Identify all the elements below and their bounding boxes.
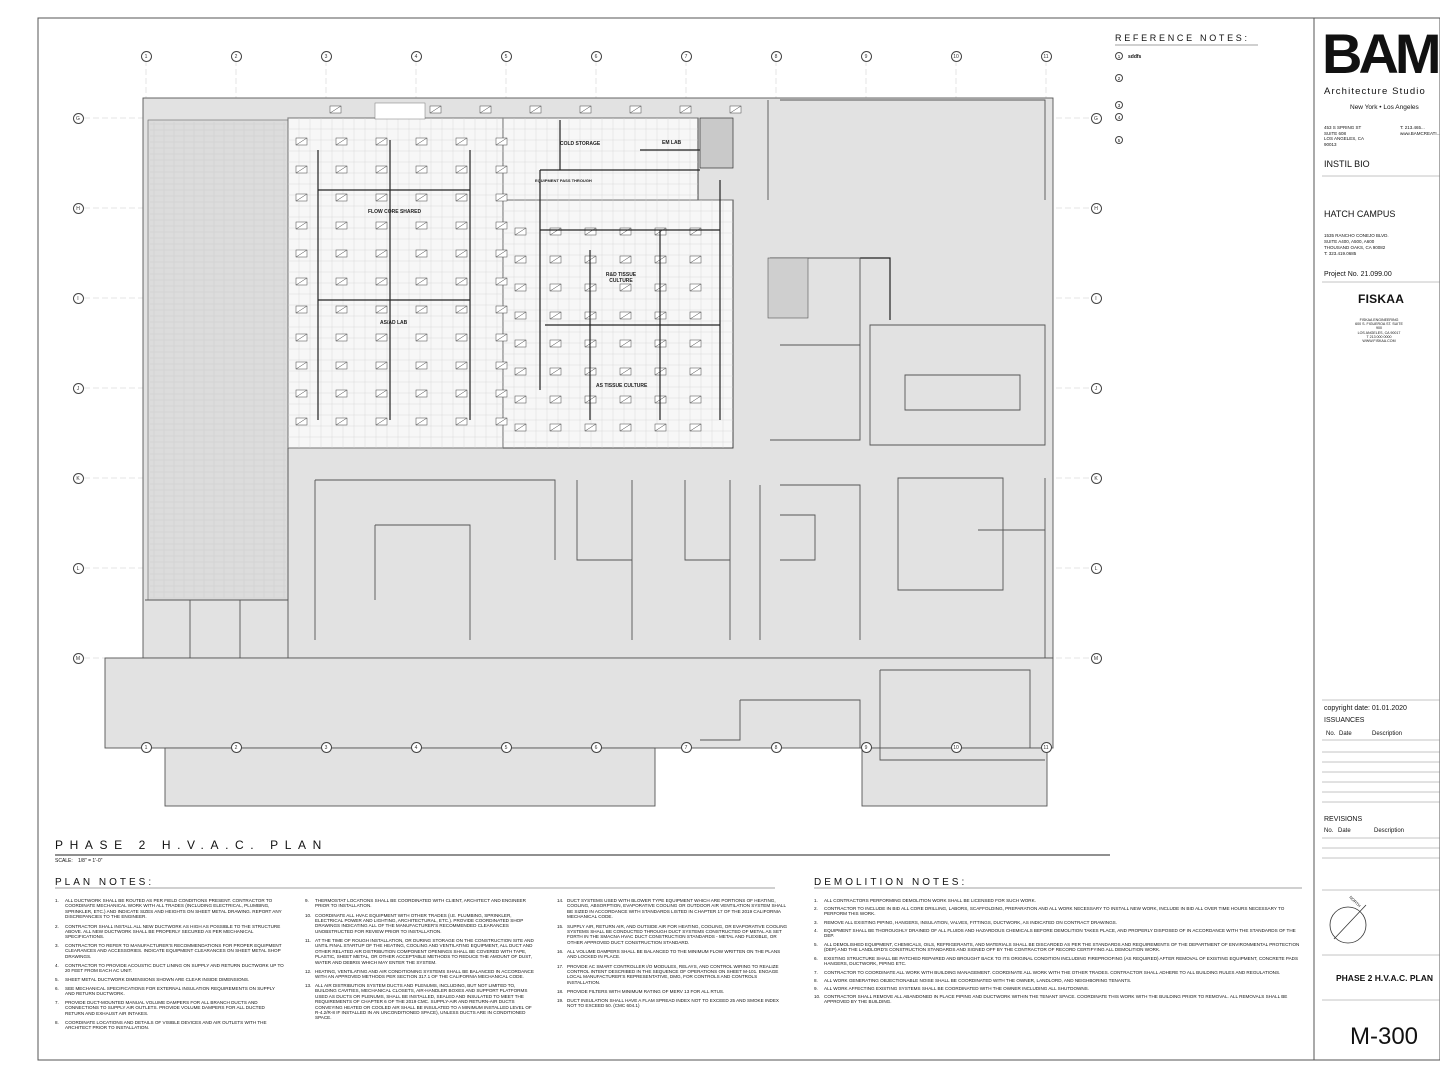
note-item xyxy=(55,963,285,974)
note-text: ALL WORK GENERATING OBJECTIONABLE NOISE SHALL BE COORDINATED WITH THE OWNER, LANDLORD, AND NEIGHBORING TENANTS. xyxy=(824,978,1132,983)
note-item xyxy=(814,956,1302,967)
project-address xyxy=(1324,233,1389,257)
note-item xyxy=(814,978,1302,983)
grid-bubble: 2 xyxy=(231,742,242,753)
note-item xyxy=(557,898,789,920)
info-line: 90013 xyxy=(1324,141,1337,147)
grid-bubble: 10 xyxy=(951,742,962,753)
info-line: THOUSAND OAKS, CA 90082 xyxy=(1324,245,1386,250)
engineer-info xyxy=(1352,318,1406,343)
revisions-col-date: Date xyxy=(1338,828,1351,834)
note-number: 8. xyxy=(814,978,818,983)
grid-bubble: 4 xyxy=(411,51,422,62)
note-number: 5. xyxy=(55,977,59,982)
room-label-cold-storage: COLD STORAGE xyxy=(560,141,601,147)
reference-notes-title: REFERENCE NOTES: xyxy=(1115,33,1250,43)
note-text: PROVIDE FILTERS WITH MINIMUM RATING OF MERV 13 FOR ALL RTUS. xyxy=(567,989,725,994)
grid-bubble: G xyxy=(73,113,84,124)
note-item xyxy=(557,949,789,960)
grid-bubble: 9 xyxy=(861,742,872,753)
note-number: 17. xyxy=(557,963,564,969)
grid-bubble: 11 xyxy=(1041,51,1052,62)
issuances-title: ISSUANCES xyxy=(1324,717,1365,724)
note-text: ALL DEMOLISHED EQUIPMENT, CHEMICALS, OILS, REFRIGERANTS, AND MATERIALS SHALL BE DISCARDED AS PER THE STANDARDS AND REQUIREMENTS OF THE DEPARTMENT OF ENVIRONMENTAL PROTECTION (DEP) AND THE LANDLORD'S CONSTRUCTION STANDARDS AND SIGNED OFF BY THE CONTRACTOR OF RECORD CERTIFYING ALL DEMOLITION WORK. xyxy=(824,942,1300,953)
note-item xyxy=(557,998,789,1009)
grid-bubble: 6 xyxy=(591,51,602,62)
firm-logo: BAM xyxy=(1322,26,1438,82)
note-text: COORDINATE ALL HVAC EQUIPMENT WITH OTHER TRADES (I.E. PLUMBING, SPRINKLER, ELECTRICAL POWER AND LIGHTING, ARCHITECTURAL, ETC.). PROVIDE COORDINATED SHOP DRAWINGS INDICATING ALL OF THE MANUFACTURER'S RECOMMENDED CLEARANCES UNOBSTRUCTED FOR REVIEW PRIOR TO INSTALLATION. xyxy=(315,912,524,934)
reference-note-item xyxy=(1115,113,1128,121)
note-text: PROVIDE AC SMART CONTROLLER I/O MODULES, RELAYS, AND CONTROL WIRING TO REALIZE CONTROL INTENT DESCRIBED IN THE SEQUENCE OF OPERATIONS ON SHEET M-101. ENGAGE LOCAL MANUFACTURER'S REPRESENTATIVE, DMG, FOR CONTROLS AND CONTROLS INSTALLATION. xyxy=(567,963,779,985)
revisions-title: REVISIONS xyxy=(1324,816,1363,823)
note-number: 13. xyxy=(305,983,312,988)
grid-bubble: I xyxy=(1091,293,1102,304)
sheet-number: M-300 xyxy=(1350,1023,1419,1050)
note-number: 10. xyxy=(305,912,312,918)
reference-note-text: sddfs xyxy=(1128,54,1142,60)
demolition-notes-title: DEMOLITION NOTES: xyxy=(814,877,968,888)
note-text: CONTRACTOR TO COORDINATE ALL WORK WITH BUILDING MANAGEMENT. COORDINATE ALL WORK WITH THE OTHER TRADES. CONTRACTOR SHALL ADHERE TO ALL BUILDING RULES AND REGULATIONS. xyxy=(824,970,1281,975)
grid-bubble: K xyxy=(73,473,84,484)
note-item xyxy=(814,928,1302,939)
note-number: 8. xyxy=(55,1019,59,1025)
note-text: CONTRACTOR SHALL REMOVE ALL ABANDONED IN PLACE PIPING AND DUCTWORK WITHIN THE TENANT SPACE. COORDINATE THIS WORK WITH THE BUILDING PRIOR TO REMOVAL. ALL REMOVALS SHALL BE APPROVED BY THE BUILDING. xyxy=(824,994,1288,1005)
room-label-em-lab: EM LAB xyxy=(662,140,682,146)
note-item xyxy=(814,994,1302,1005)
grid-bubble: I xyxy=(73,293,84,304)
firm-cities: New York • Los Angeles xyxy=(1350,104,1419,111)
room-label-rd-tissue-culture: R&D TISSUE CULTURE xyxy=(605,272,637,284)
note-item xyxy=(305,983,537,1021)
plan-notes-title: PLAN NOTES: xyxy=(55,877,155,888)
grid-bubble: 11 xyxy=(1041,742,1052,753)
note-item xyxy=(557,989,789,994)
engineer-logo: FISKAA xyxy=(1358,292,1405,306)
grid-bubble: L xyxy=(1091,563,1102,574)
grid-bubble: 4 xyxy=(411,742,422,753)
project-number: Project No. 21.099.00 xyxy=(1324,271,1392,278)
note-number: 7. xyxy=(55,1000,59,1005)
note-number: 10. xyxy=(814,994,821,999)
reference-note-number: 5 xyxy=(1115,136,1123,144)
note-text: REMOVE ALL EXISTING PIPING, HANGERS, INSULATION, VALVES, FITTINGS, DUCTWORK, AS INDICATED ON CONTRACT DRAWINGS. xyxy=(824,920,1118,925)
note-text: HEATING, VENTILATING AND AIR CONDITIONING SYSTEMS SHALL BE BALANCED IN ACCORDANCE WITH AN APPROVED METHODS PER SECTION 317.1 OF THE CALIFORNIA MECHANICAL CODE. xyxy=(315,968,534,979)
note-number: 7. xyxy=(814,970,818,975)
grid-bubble: K xyxy=(1091,473,1102,484)
note-text: THERMOSTAT LOCATIONS SHALL BE COORDINATED WITH CLIENT, ARCHITECT AND ENGINEER PRIOR TO INSTALLATION. xyxy=(315,898,526,909)
info-line: T: 213.465... xyxy=(1400,125,1425,130)
grid-bubble: J xyxy=(1091,383,1102,394)
note-number: 6. xyxy=(55,985,59,991)
note-text: SUPPLY AIR, RETURN AIR, AND OUTSIDE AIR FOR HEATING, COOLING, OR EVAPORATIVE COOLING SYSTEMS SHALL BE CONDUCTED THROUGH DUCT SYSTEMS CONSTRUCTED OF METAL AS SET FORTH IN THE SMACNA HVAC DUCT CONSTRUCTION STANDARDS - METAL AND FLEXIBLE, OR OTHER APPROVED DUCT CONSTRUCTION STANDARD. xyxy=(567,923,788,945)
note-number: 15. xyxy=(557,923,564,929)
note-text: ALL DUCTWORK SHALL BE ROUTED AS PER FIELD CONDITIONS PRESENT. CONTRACTOR TO COORDINATE MECHANICAL WORK WITH ALL TRADES (INCLUDING ELECTRICAL, PLUMBING, SPRINKLER, ETC.) AND INDICATE SIZES AND HEIGHTS ON SHEET METAL DRAWING. REPORT ANY DISCREPANCIES TO THE ENGINEER. xyxy=(65,898,282,920)
firm-contact xyxy=(1400,125,1440,136)
note-text: EXISTING STRUCTURE SHALL BE PATCHED REPAIRED AND BROUGHT BACK TO ITS ORIGINAL CONDITION INCLUDING FIREPROOFING (AS REQUIRED) AFTER REMOVAL OF EXISTING EQUIPMENT, CONCRETE PADS HANGERS, DUCTWORK, PIPING ETC. xyxy=(824,956,1299,967)
sheet-title: PHASE 2 H.V.A.C. PLAN xyxy=(1336,973,1433,983)
note-item xyxy=(305,938,537,965)
revisions-col-no: No. xyxy=(1324,828,1334,834)
note-number: 4. xyxy=(55,962,59,968)
note-item xyxy=(55,986,285,997)
note-text: COORDINATE LOCATIONS AND DETAILS OF VISIBLE DEVICES AND AIR OUTLETS WITH THE ARCHITECT PRIOR TO INSTALLATION. xyxy=(65,1019,267,1030)
note-item xyxy=(814,898,1302,903)
note-text: CONTRACTOR TO PROVIDE ACOUSTIC DUCT LINING ON SUPPLY AND RETURN DUCTWORK UP TO 20 FEET FROM EACH AC UNIT. xyxy=(65,962,284,973)
grid-bubble: 3 xyxy=(321,51,332,62)
note-text: CONTRACTOR TO REFER TO MANUFACTURER'S RECOMMENDATIONS FOR PROPER EQUIPMENT CLEARANCES AND ACCESSORIES. INDICATE EQUIPMENT CLEARANCES ON SHEET METAL SHOP DRAWINGS. xyxy=(65,943,282,959)
room-label-flow-core: FLOW CORE SHARED xyxy=(368,209,422,215)
reference-note-item xyxy=(1115,52,1141,60)
project-name: HATCH CAMPUS xyxy=(1324,209,1396,219)
reference-note-number: 3 xyxy=(1115,101,1123,109)
note-number: 12. xyxy=(305,968,312,974)
note-number: 3. xyxy=(814,920,818,925)
note-text: SEE MECHANICAL SPECIFICATIONS FOR EXTERNAL INSULATION REQUIREMENTS ON SUPPLY AND RETURN DUCTWORK. xyxy=(65,985,275,996)
note-item xyxy=(305,898,537,909)
grid-bubble: 7 xyxy=(681,51,692,62)
note-number: 2. xyxy=(814,906,818,911)
grid-bubble: 5 xyxy=(501,51,512,62)
grid-bubble: 8 xyxy=(771,742,782,753)
info-line: LOS ANGELES, CA 90017 xyxy=(1357,330,1401,335)
note-item xyxy=(557,924,789,946)
note-text: PROVIDE DUCT-MOUNTED MANUAL VOLUME DAMPERS FOR ALL BRANCH DUCTS AND CONNECTIONS TO SUPPLY AIR OUTLETS. PROVIDE VOLUME DAMPERS FOR ALL DUCTED RETURN AND EXHAUST AIR INTAKES. xyxy=(65,1000,265,1016)
grid-bubble: 9 xyxy=(861,51,872,62)
reference-note-number: 1 xyxy=(1115,52,1123,60)
grid-bubble: M xyxy=(1091,653,1102,664)
reference-note-number: 4 xyxy=(1115,113,1123,121)
note-item xyxy=(557,964,789,986)
grid-bubble: 10 xyxy=(951,51,962,62)
note-text: ALL WORK AFFECTING EXISTING SYSTEMS SHALL BE COORDINATED WITH THE OWNER INCLUDING ALL SHUTDOWNS. xyxy=(824,986,1090,991)
grid-bubble: H xyxy=(73,203,84,214)
grid-bubble: M xyxy=(73,653,84,664)
reference-note-number: 2 xyxy=(1115,74,1123,82)
note-item xyxy=(814,942,1302,953)
note-text: ALL AIR DISTRIBUTION SYSTEM DUCTS AND PLENUMS, INCLUDING, BUT NOT LIMITED TO, BUILDING CAVITIES, MECHANICAL CLOSETS, AIR-HANDLER BOXES AND SUPPORT PLATFORMS USED AS DUCTS OR PLENUMS, SHALL BE INSTALLED, SEALED AND INSULATED TO MEET THE REQUIREMENTS OF CHAPTER 6 OF THE 2019 CMC. SUPPLY-AIR AND RETURN-AIR DUCTS CONVEYING HEATED OR COOLED AIR SHALL BE INSULATED TO A MINIMUM INSTALLED LEVEL OF R-4.2/R-8 IF INSTALLED IN AN UNCONDITIONED SPACE), UNLESS DUCTS ARE IN CONDITIONED SPACE. xyxy=(315,983,532,1021)
north-arrow-label: NORTH xyxy=(1348,894,1362,909)
plan-title: PHASE 2 H.V.A.C. PLAN xyxy=(55,838,328,852)
note-number: 9. xyxy=(814,986,818,991)
note-text: AT THE TIME OF ROUGH INSTALLATION, OR DURING STORAGE ON THE CONSTRUCTION SITE AND UNTIL FINAL STARTUP OF THE HEATING, COOLING AND VENTILATING EQUIPMENT, ALL DUCT AND OTHER RELATED AIR DISTRIBUTION COMPONENT OPENINGS SHALL BE COVERED WITH TAPE, PLASTIC, SHEET METAL, OR OTHER ACCEPTABLE METHODS TO REDUCE THE AMOUNT OF DUST, WATER AND DEBRIS WHICH MAY ENTER THE SYSTEM. xyxy=(315,938,534,965)
note-number: 1. xyxy=(55,898,59,903)
note-item xyxy=(55,898,285,920)
note-number: 14. xyxy=(557,898,564,903)
note-text: DUCT INSULATION SHALL HAVE A FLAM SPREAD INDEX NOT TO EXCEED 25 AND SMOKE INDEX NOT TO EXCEED 50. (CMC 604.1) xyxy=(567,997,779,1008)
note-item xyxy=(55,1000,285,1016)
note-item xyxy=(305,969,537,980)
note-item xyxy=(814,970,1302,975)
room-label-equipment-pass: EQUIPMENT PASS THROUGH xyxy=(535,178,592,183)
grid-bubble: G xyxy=(1091,113,1102,124)
note-item xyxy=(814,986,1302,991)
note-item xyxy=(814,906,1302,917)
grid-bubble: 2 xyxy=(231,51,242,62)
note-number: 19. xyxy=(557,997,564,1003)
info-line: FISKAA ENGINEERING xyxy=(1359,318,1399,322)
firm-address xyxy=(1324,125,1364,147)
room-label-as-ad-lab: AS/AD LAB xyxy=(380,320,408,326)
grid-bubble: J xyxy=(73,383,84,394)
note-number: 16. xyxy=(557,949,564,954)
info-line: SUITE 608 xyxy=(1324,130,1347,136)
note-number: 9. xyxy=(305,898,309,903)
note-number: 11. xyxy=(305,938,312,943)
reference-note-item xyxy=(1115,101,1128,109)
note-item xyxy=(55,924,285,940)
note-text: CONTRACTOR TO INCLUDE IN BID ALL CORE DRILLING, LABORS, SCAFFOLDING, PREPARATION AND ALL WORK NECESSARY TO INSTALL NEW WORK, INCLUDE IN BID ALL OVER TIME HOURS NECESSARY TO PERFORM THIS WORK. xyxy=(824,906,1285,917)
note-number: 1. xyxy=(814,898,818,903)
firm-subtitle: Architecture Studio xyxy=(1324,86,1426,97)
grid-bubble: 3 xyxy=(321,742,332,753)
note-item xyxy=(55,1020,285,1031)
note-text: CONTRACTOR SHALL INSTALL ALL NEW DUCTWORK AS HIGH AS POSSIBLE TO THE STRUCTURE ABOVE. ALL NEW DUCTWORK SHALL BE PROPERLY SECURED AS PER MECHANICAL SPECIFICATIONS. xyxy=(65,923,281,940)
issuances-col-no: No. xyxy=(1326,731,1336,737)
info-line: 600 S. FIGUEROA ST. SUITE 900 xyxy=(1355,322,1403,331)
info-line: 453 S SPRING ST xyxy=(1324,125,1362,130)
grid-bubble: 1 xyxy=(141,742,152,753)
client-name: INSTIL BIO xyxy=(1324,159,1370,169)
info-line: SUITE A400, A500, A600 xyxy=(1324,239,1375,244)
note-number: 5. xyxy=(814,942,818,947)
note-item xyxy=(55,977,285,982)
info-line: T: 323.419.0685 xyxy=(1324,251,1357,256)
grid-bubble: 5 xyxy=(501,742,512,753)
note-text: SHEET METAL DUCTWORK DIMENSIONS SHOWN ARE CLEAR INSIDE DIMENSIONS. xyxy=(65,977,250,982)
revisions-col-description: Description xyxy=(1374,828,1405,834)
issuances-col-description: Description xyxy=(1372,731,1403,737)
info-line: WWW.FISKAA.COM xyxy=(1362,339,1396,344)
note-item xyxy=(55,943,285,959)
note-number: 2. xyxy=(55,923,59,929)
note-item xyxy=(814,920,1302,925)
note-number: 4. xyxy=(814,928,818,933)
info-line: 1535 RANCHO CONEJO BLVD. xyxy=(1324,233,1389,238)
info-line: T 213 000 0000 xyxy=(1366,334,1392,339)
copyright-date: copyright date: 01.01.2020 xyxy=(1324,705,1407,712)
grid-bubble: 7 xyxy=(681,742,692,753)
grid-bubble: 8 xyxy=(771,51,782,62)
note-number: 6. xyxy=(814,956,818,961)
note-item xyxy=(305,913,537,935)
note-number: 18. xyxy=(557,989,564,994)
room-label-as-tissue-culture: AS TISSUE CULTURE xyxy=(596,383,648,389)
grid-bubble: L xyxy=(73,563,84,574)
grid-bubble: 6 xyxy=(591,742,602,753)
scale-value: 1/8" = 1'-0" xyxy=(78,858,103,864)
note-number: 3. xyxy=(55,943,59,948)
grid-bubble: 1 xyxy=(141,51,152,62)
scale-label: SCALE: xyxy=(55,858,73,864)
reference-note-item xyxy=(1115,136,1128,144)
issuances-col-date: Date xyxy=(1339,731,1352,737)
note-text: DUCT SYSTEMS USED WITH BLOWER TYPE EQUIPMENT WHICH ARE PORTIONS OF HEATING, COOLING, ABSORPTION, EVAPORATIVE COOLING OR OUTDOOR AIR VENTILATION SYSTEM SHALL BE SIZED IN ACCORDANCE WITH STANDARDS LISTED IN CHAPTER 17 OF THE 2019 CALIFORNIA MECHANICAL CODE. xyxy=(567,898,786,920)
note-text: ALL CONTRACTORS PERFORMING DEMOLITION WORK SHALL BE LICENSED FOR SUCH WORK. xyxy=(824,898,1036,903)
note-text: EQUIPMENT SHALL BE THOROUGHLY DRAINED OF ALL FLUIDS AND HAZARDOUS CHEMICALS BEFORE DEMOLITION TAKES PLACE, AND PROPERLY DISPOSED OF IN ACCORDANCE WITH THE STANDARDS OF THE DEP. xyxy=(824,928,1296,939)
reference-note-item xyxy=(1115,74,1128,82)
grid-bubble: H xyxy=(1091,203,1102,214)
note-text: ALL VOLUME DAMPERS SHALL BE BALANCED TO THE MINIMUM FLOW WRITTEN ON THE PLANS AND LOCKED IN PLACE. xyxy=(567,949,781,960)
info-line: www.BAMCREATI... xyxy=(1400,130,1440,136)
info-line: LOS ANGELES, CA xyxy=(1324,136,1365,141)
